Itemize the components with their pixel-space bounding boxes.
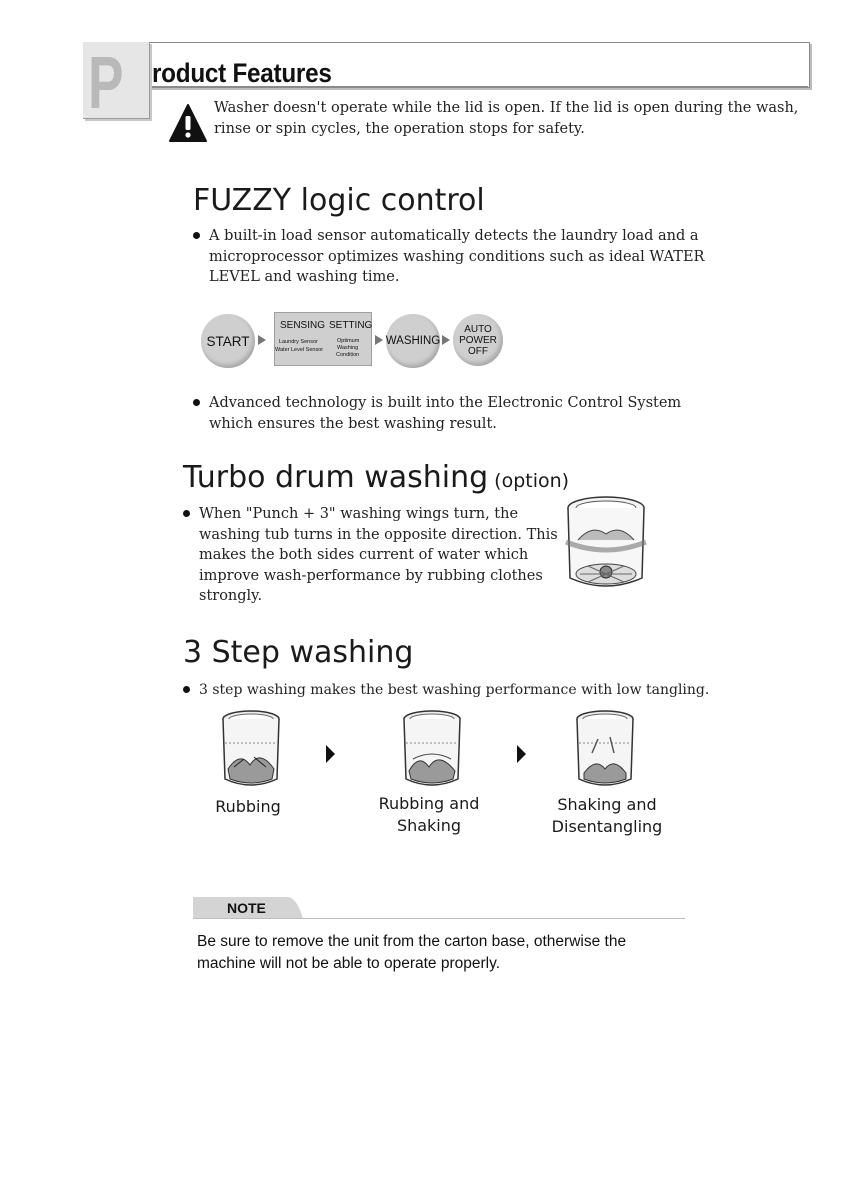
caption-rubbing: Rubbing bbox=[215, 797, 281, 816]
flow-setting-sub3: Condition bbox=[336, 352, 360, 358]
page-title: roduct Features bbox=[152, 58, 332, 88]
caption-rubbing-shaking-line2: Shaking bbox=[396, 816, 462, 835]
turbo-option: (option) bbox=[494, 470, 570, 492]
fuzzy-bullet-1: A built-in load sensor automatically detects the laundry load and a microprocessor optimizes washing conditions such as ideal WATER LEVEL and washing time. bbox=[209, 226, 709, 288]
flow-sensing-sub1: Laundry Sensor bbox=[279, 339, 318, 345]
flow-auto-power-off bbox=[453, 314, 503, 366]
flow-washing: WASHING bbox=[386, 314, 440, 368]
turbo-title-text: Turbo drum washing bbox=[183, 460, 489, 495]
flow-setting-sub2: Washing bbox=[337, 345, 359, 351]
caption-shaking-disentangling-line2: Disentangling bbox=[551, 817, 663, 836]
step-bullet: 3 step washing makes the best washing performance with low tangling. bbox=[199, 680, 719, 701]
caption-shaking-disentangling bbox=[546, 794, 668, 838]
flow-setting: SETTING bbox=[329, 320, 373, 331]
flow-auto-3: OFF bbox=[468, 345, 488, 357]
flow-sensing-sub2: Water Level Sensor bbox=[275, 347, 324, 353]
flow-arrow-icon bbox=[258, 335, 266, 345]
flow-start: START bbox=[201, 314, 255, 368]
flow-sensing: SENSING bbox=[280, 320, 326, 331]
flow-sensing-setting bbox=[274, 312, 372, 366]
step-arrow-icon bbox=[517, 745, 526, 763]
step-rubbing-shaking-illustration bbox=[401, 709, 463, 789]
turbo-drum-illustration bbox=[558, 494, 654, 598]
flow-setting-sub1: Optimum bbox=[337, 338, 360, 344]
step-rubbing-illustration bbox=[220, 709, 282, 789]
note-label: NOTE bbox=[227, 900, 266, 916]
flow-arrow-icon bbox=[375, 335, 383, 345]
fuzzy-title: FUZZY logic control bbox=[193, 183, 485, 218]
flow-auto-2: POWER bbox=[459, 334, 497, 346]
header-letter: P bbox=[88, 41, 124, 124]
step-arrow-icon bbox=[326, 745, 335, 763]
step-title: 3 Step washing bbox=[183, 635, 414, 670]
caption-rubbing-shaking bbox=[370, 793, 488, 837]
header-underline bbox=[152, 86, 808, 87]
note-divider bbox=[193, 918, 685, 919]
fuzzy-bullet-2: Advanced technology is built into the Electronic Control System which ensures the best washing result. bbox=[209, 393, 709, 434]
flow-auto-1: AUTO bbox=[464, 323, 492, 335]
flow-arrow-icon bbox=[442, 335, 450, 345]
caption-rubbing-shaking-line1: Rubbing and bbox=[378, 794, 480, 813]
turbo-title bbox=[183, 459, 569, 500]
warning-text: Washer doesn't operate while the lid is open. If the lid is open during the wash, rinse or spin cycles, the operation stops for safety. bbox=[214, 100, 799, 137]
turbo-bullet: When "Punch + 3" washing wings turn, the washing tub turns in the opposite direction. This makes the both sides current of water which improve wash-performance by rubbing clothes strongly. bbox=[199, 504, 559, 607]
warning-triangle-icon bbox=[168, 103, 208, 143]
step-shaking-disentangling-illustration bbox=[574, 709, 636, 789]
caption-shaking-disentangling-line1: Shaking and bbox=[557, 795, 657, 814]
note-text: Be sure to remove the unit from the carton base, otherwise the machine will not be able to operate properly. bbox=[197, 933, 627, 972]
